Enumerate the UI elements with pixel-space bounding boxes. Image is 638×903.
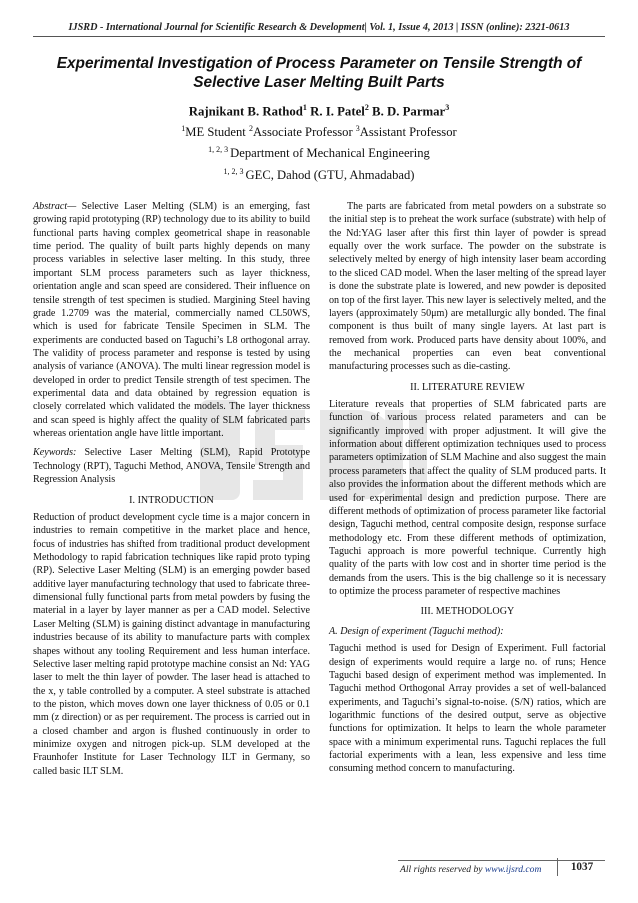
affiliation-department	[60, 141, 578, 162]
college: GEC, Dahod (GTU, Ahmadabad)	[245, 167, 415, 182]
section-heading-methodology: III. METHODOLOGY	[420, 606, 515, 618]
author-1-sup: 1	[302, 103, 307, 112]
methodology-text: Taguchi method is used for Design of Experiment. Full factorial design of experiments would require a large no. of runs; Hence Taguchi based design of experiment method was implemented. In Taguchi method Orthogonal Array provides a set of well-balanced experiments, and Taguchi’s signal-to-noise. (S/N) ratios, which are logarithmic functions of the desired output, serve as objective functions for optimization. It helps to learn the whole parameter space with a minimum experimental runs. Taguchi replaces the full factorial experiments with a lean, less expensive and less time consuming method concern to manufacturing.	[329, 643, 606, 775]
author-1: Rajnikant B. Rathod	[188, 104, 303, 119]
role-3-sup: 3	[355, 124, 360, 134]
page-number: 1037	[557, 858, 606, 876]
footer-rights	[400, 864, 541, 875]
keywords-text: Selective Laser Melting (SLM), Rapid Prototype Technology (RPT), Taguchi Method, ANOVA, Tensile Strength and Regression Analysis	[33, 447, 310, 486]
abstract-label: Abstract—	[33, 201, 77, 212]
author-3: B. D. Parmar	[368, 104, 446, 119]
role-3: Assistant Professor	[359, 125, 457, 140]
department-sup: 1, 2, 3	[208, 145, 231, 155]
header-rule	[33, 36, 605, 37]
footer-rights-prefix: All rights reserved by	[400, 864, 485, 875]
subsection-heading-design-of-experiment: A. Design of experiment (Taguchi method):	[329, 625, 504, 637]
keywords-label: Keywords:	[33, 447, 77, 459]
author-3-sup: 3	[445, 103, 450, 112]
author-roles	[60, 120, 578, 141]
role-1-sup: 1	[181, 124, 186, 134]
abstract-text: Selective Laser Melting (SLM) is an emerging, fast growing rapid prototyping (RP) technology due to its ability to build functional parts having complex geometrical shape in reasonable time period. The quality of built parts highly depends on many process variables in selective laser melting. In this study, three important SLM process parameters such as layer thickness, orientation angle and scan speed are considered. Their influence on tensile strength of test specimen is studied. Margining Steel having grade 1.2709 was the material, commercially named CL50WS, which is used for fabricate Tensile Specimen in SLM. The experiments are conducted based on Taguchi’s L8 orthogonal array. The validity of process parameter and response is tested by using analysis of variance (ANOVA). The multi linear regression model is developed in order to predict Tensile strength of test specimen. The experimental data and data obtained by regression equation is closely correlated which validated the models. The layer thickness and scan speed is highly affect the quality of SLM fabricated parts whereas orientation angle have little important.	[33, 201, 310, 440]
role-1: ME Student	[185, 125, 249, 140]
left-column	[33, 200, 310, 778]
section-heading-literature-review: II. LITERATURE REVIEW	[410, 381, 525, 393]
paper-title: Experimental Investigation of Process Parameter on Tensile Strength of Selective Laser Melting Built Parts	[56, 55, 582, 91]
author-block	[60, 99, 578, 184]
college-sup: 1, 2, 3	[223, 166, 246, 176]
author-2-sup: 2	[364, 103, 369, 112]
role-2: Associate Professor	[252, 125, 356, 140]
right-column	[329, 200, 606, 776]
role-2-sup: 2	[248, 124, 253, 134]
introduction-text: Reduction of product development cycle time is a major concern in industries to remain competitive in the market place and hence, focus of industries has shifted from traditional product development Methodology to rapid fabrication techniques like rapid proto typing (RP). Selective Laser Melting (SLM) is an emerging powder based additive layer manufacturing technology that used to fabricate three-dimensional fully functional parts from metal powders by fusing the material in a layer by layer manner as per a CAD model. Selective Laser Melting (SLM) is gaining distinct advantage in manufacturing industries because of its ability to manufacture parts with complex shapes without any tooling Requirement and less human interface. Selective laser melting rapid prototype machine consist an Nd: YAG laser to melt the thin layer of powder. The laser head is attached to the x, y table controlled by a computer. A steel substrate is attached to the piston, which moves down one layer thickness of 0.05 or 0.1 mm (z direction) or as per requirement. The process is carried out in a closed chamber and argon is flushed continuously in order to minimize oxygen and nitrogen pick-up. SLM developed at the Fraunhofer Institute for Laser Technology ILT in Germany, so called basic ILT SLM.	[33, 511, 310, 777]
author-2: R. I. Patel	[306, 104, 365, 119]
author-names	[60, 99, 578, 120]
abstract	[33, 200, 310, 440]
literature-review-text: Literature reveals that properties of SLM fabricated parts are function of various process related parameters and can be significantly improved with proper adjustment. It will give the information about different optimization techniques used to process parameters optimization of SLM Machine and also suggest the main process parameters that affect the quality of SLM produced parts. It also provides the information about the different methods which are used for experimental design and prediction purpose. There are different methods of optimization of process parameter like factorial design, Taguchi method, central composite design, response surface methodology etc. From these different methods of optimization, Taguchi approach is more powerful technique. Currently high quality of the parts with low cost and in shorter time period is the demands from the users. This is the big challenge so it is necessary to optimize the process parameter of respective machines	[329, 399, 606, 598]
department: Department of Mechanical Engineering	[230, 146, 430, 161]
section-heading-introduction: I. INTRODUCTION	[129, 494, 214, 506]
footer-site-link[interactable]: www.ijsrd.com	[484, 864, 542, 875]
journal-header: IJSRD - International Journal for Scientific Research & Development| Vol. 1, Issue 4, 2013 | ISSN (online): 2321-0613	[68, 22, 570, 33]
affiliation-college	[60, 163, 578, 184]
introduction-continued-text: The parts are fabricated from metal powders on a substrate so the initial step is to preheat the work surface (substrate) with help of the Nd:YAG laser after this first thin layer of powder is spread equally over the work surface. The powder on the substrate is selectively melted by energy of high intensity laser beam according to the sliced CAD model. When the laser melting of the spread layer is done the substrate plate is lowered, and new powder is deposited on top of the first layer. This new layer is selectively melted, and the layers (approximately 50μm) are metallurgic ally bonded. The final component is thus built of many single layers. At last part is removed from work. Produced parts have density about 100%, and the mechanical properties can even beat conventional manufacturing processes such as die-casting.	[329, 201, 606, 373]
keywords	[33, 446, 310, 486]
